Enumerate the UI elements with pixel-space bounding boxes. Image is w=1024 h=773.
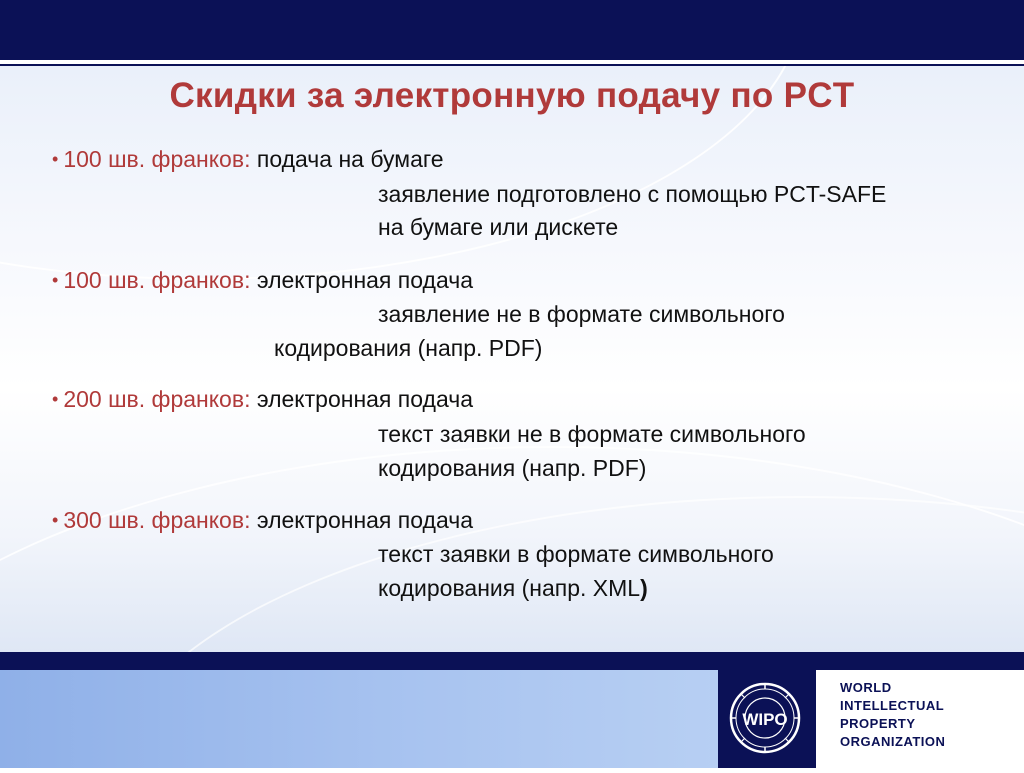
top-banner xyxy=(0,0,1024,60)
wipo-emblem-icon xyxy=(718,670,812,768)
wipo-logo xyxy=(718,670,812,768)
slide-title: Скидки за электронную подачу по PCT xyxy=(169,76,855,115)
org-name-line: PROPERTY xyxy=(840,716,916,731)
bullet-detail: кодирования (напр. PDF) xyxy=(378,455,647,481)
organization-name xyxy=(816,670,1024,768)
org-name-line: ORGANIZATION xyxy=(840,734,946,749)
bullet-item xyxy=(52,504,473,539)
footer-band xyxy=(0,670,718,768)
org-name-line: WORLD xyxy=(840,680,892,695)
wipo-logo-text: WIPO xyxy=(742,710,788,729)
bullet-detail: кодирования (напр. PDF) xyxy=(274,335,543,361)
bullet-detail: текст заявки в формате символьного xyxy=(378,541,774,567)
bullet-heading: электронная подача xyxy=(256,507,474,533)
bullet-dot: • xyxy=(52,389,59,409)
bullet-heading: электронная подача xyxy=(256,386,474,412)
bullet-detail: заявление подготовлено с помощью PCT-SAFE xyxy=(378,181,887,207)
org-name-line: INTELLECTUAL xyxy=(840,698,945,713)
bullet-amount: 100 шв. франков: xyxy=(63,146,251,172)
bullet-detail: заявление не в формате символьного xyxy=(378,301,785,327)
bullet-item xyxy=(52,383,473,418)
bullet-detail-text: кодирования (напр. XML xyxy=(378,575,641,601)
bullet-detail xyxy=(378,572,648,605)
bullet-detail: на бумаге или дискете xyxy=(378,214,619,240)
bullet-amount: 300 шв. франков: xyxy=(63,507,251,533)
bullet-amount: 200 шв. франков: xyxy=(63,386,251,412)
bullet-dot: • xyxy=(52,149,59,169)
bullet-heading: электронная подача xyxy=(256,267,474,293)
footer-divider xyxy=(0,652,1024,670)
bullet-dot: • xyxy=(52,270,59,290)
bullet-item xyxy=(52,143,444,178)
closing-paren: ) xyxy=(640,575,648,601)
bullet-item xyxy=(52,264,473,299)
bullet-amount: 100 шв. франков: xyxy=(63,267,251,293)
bullet-heading: подача на бумаге xyxy=(256,146,444,172)
bullet-detail: текст заявки не в формате символьного xyxy=(378,421,806,447)
bullet-dot: • xyxy=(52,510,59,530)
